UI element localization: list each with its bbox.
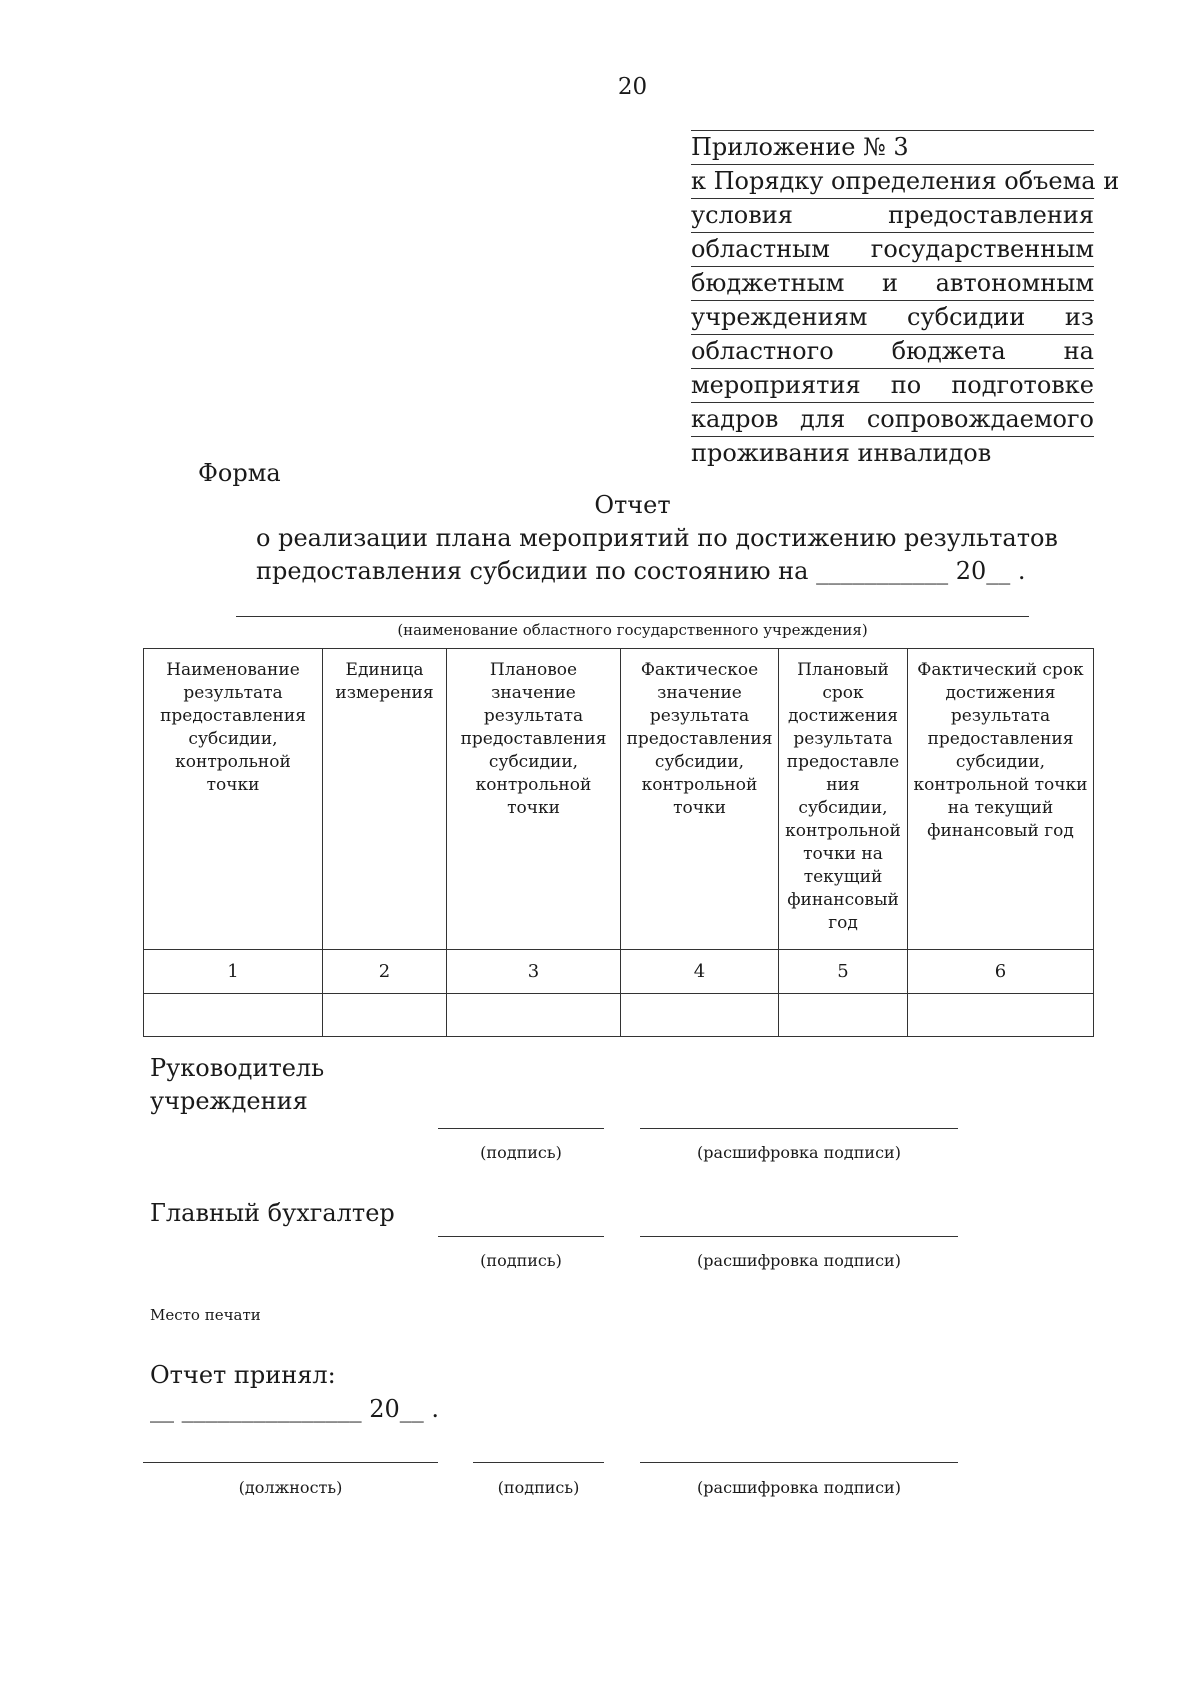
table-header-cell: Наименование результата предоставления субсидии, контрольной точки bbox=[144, 649, 323, 950]
appendix-line: Приложение № 3 bbox=[691, 130, 1094, 164]
accountant-decoding-caption: (расшифровка подписи) bbox=[697, 1251, 901, 1270]
table-header-cell: Плановое значение результата предоставления субсидии, контрольной точки bbox=[447, 649, 621, 950]
appendix-line: кадров для сопровождаемого bbox=[691, 402, 1094, 436]
table-cell bbox=[779, 994, 908, 1037]
accountant-signature-line bbox=[438, 1236, 604, 1237]
accountant-title: Главный бухгалтер bbox=[150, 1199, 395, 1227]
head-signature-line bbox=[438, 1128, 604, 1129]
table-header-cell: Фактический срок достижения результата предоставления субсидии, контрольной точки на текущий финансовый год bbox=[908, 649, 1094, 950]
report-title: Отчет bbox=[594, 491, 671, 519]
report-table bbox=[143, 648, 1094, 1037]
accountant-signature-caption: (подпись) bbox=[480, 1251, 562, 1270]
report-subtitle-line: предоставления субсидии по состоянию на ___________ 20__ . bbox=[256, 557, 1026, 585]
accepted-title: Отчет принял: bbox=[150, 1361, 336, 1389]
appendix-line: условия предоставления bbox=[691, 198, 1094, 232]
accepted-date: __ _______________ 20__ . bbox=[150, 1395, 440, 1423]
head-decoding-line bbox=[640, 1128, 958, 1129]
table-number-row bbox=[144, 950, 1094, 994]
appendix-line: бюджетным и автономным bbox=[691, 266, 1094, 300]
table-header-row bbox=[144, 649, 1094, 950]
accepted-signature-line bbox=[473, 1462, 604, 1463]
head-decoding-caption: (расшифровка подписи) bbox=[697, 1143, 901, 1162]
appendix-line: мероприятия по подготовке bbox=[691, 368, 1094, 402]
accountant-decoding-line bbox=[640, 1236, 958, 1237]
head-title-line: учреждения bbox=[150, 1087, 308, 1115]
table-cell bbox=[621, 994, 779, 1037]
appendix-line: к Порядку определения объема и bbox=[691, 164, 1094, 198]
appendix-line: областного бюджета на bbox=[691, 334, 1094, 368]
column-number: 1 bbox=[144, 950, 323, 994]
accepted-decoding-caption: (расшифровка подписи) bbox=[697, 1478, 901, 1497]
head-signature-caption: (подпись) bbox=[480, 1143, 562, 1162]
appendix-line: проживания инвалидов bbox=[691, 436, 1094, 470]
position-line bbox=[143, 1462, 438, 1463]
head-title bbox=[150, 1052, 324, 1118]
column-number: 3 bbox=[447, 950, 621, 994]
table-header-cell: Фактическое значение результата предоставления субсидии, контрольной точки bbox=[621, 649, 779, 950]
table-header-cell: Единица измерения bbox=[323, 649, 447, 950]
column-number: 5 bbox=[779, 950, 908, 994]
report-subtitle bbox=[256, 522, 1058, 588]
table-row bbox=[144, 994, 1094, 1037]
accepted-signature-caption: (подпись) bbox=[497, 1478, 580, 1497]
form-label: Форма bbox=[198, 459, 281, 487]
appendix-line: учреждениям субсидии из bbox=[691, 300, 1094, 334]
appendix-line: областным государственным bbox=[691, 232, 1094, 266]
table-cell bbox=[144, 994, 323, 1037]
column-number: 2 bbox=[323, 950, 447, 994]
table-cell bbox=[908, 994, 1094, 1037]
page-number: 20 bbox=[617, 74, 648, 100]
column-number: 4 bbox=[621, 950, 779, 994]
org-name-line bbox=[236, 616, 1029, 617]
stamp-place: Место печати bbox=[150, 1306, 261, 1324]
head-title-line: Руководитель bbox=[150, 1054, 325, 1082]
table-header-cell: Плановый срок достижения результата предоставле ния субсидии, контрольной точки на текущий финансовый год bbox=[779, 649, 908, 950]
appendix-block bbox=[691, 130, 1120, 470]
accepted-decoding-line bbox=[640, 1462, 958, 1463]
report-subtitle-line: о реализации плана мероприятий по достижению результатов bbox=[256, 524, 1058, 552]
table-cell bbox=[323, 994, 447, 1037]
org-name-caption: (наименование областного государственного учреждения) bbox=[397, 621, 868, 639]
table-cell bbox=[447, 994, 621, 1037]
column-number: 6 bbox=[908, 950, 1094, 994]
position-caption: (должность) bbox=[238, 1478, 343, 1497]
